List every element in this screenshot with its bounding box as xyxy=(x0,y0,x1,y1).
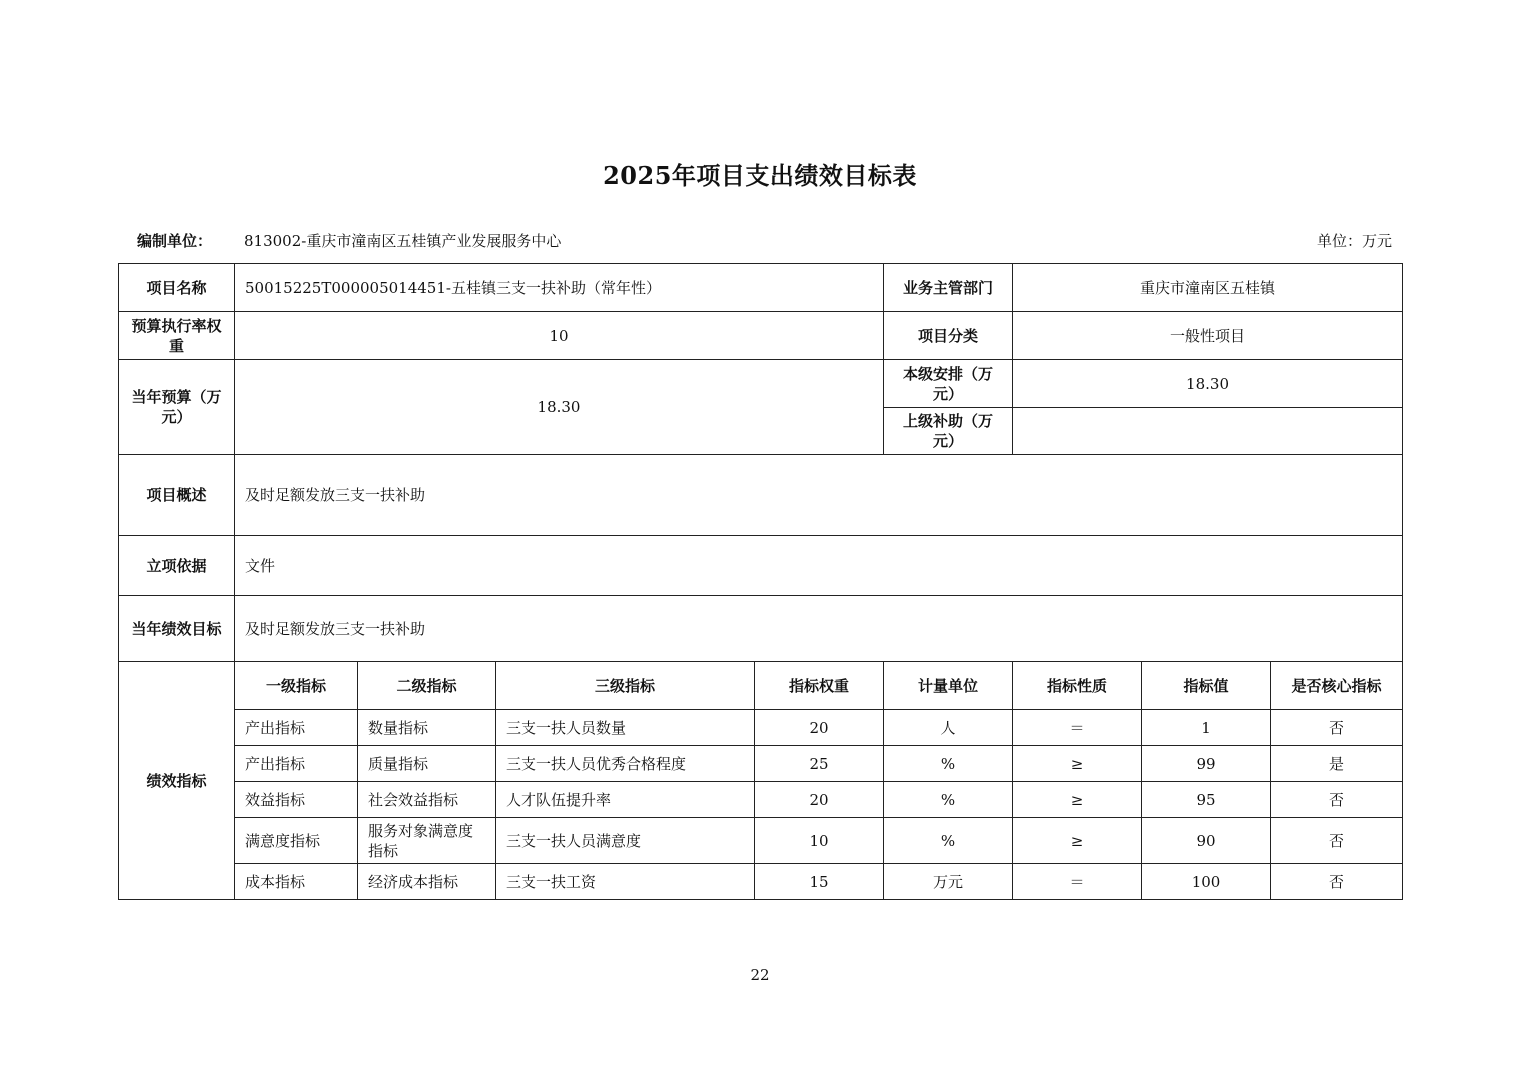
upper-label: 上级补助（万元） xyxy=(884,408,1013,455)
cell-unit: % xyxy=(884,746,1013,782)
cell-value: 100 xyxy=(1142,864,1271,900)
cell-weight: 10 xyxy=(755,818,884,864)
budget-value: 18.30 xyxy=(235,360,884,455)
cell-level2: 质量指标 xyxy=(358,746,496,782)
row-budget xyxy=(119,360,1403,408)
local-value: 18.30 xyxy=(1013,360,1403,408)
header-cell: 指标权重 xyxy=(755,662,884,710)
project-name-label: 项目名称 xyxy=(119,264,235,312)
cell-level2: 服务对象满意度指标 xyxy=(358,818,496,864)
performance-table xyxy=(118,263,1403,900)
cell-nature: ＝ xyxy=(1013,864,1142,900)
header-cell: 三级指标 xyxy=(496,662,755,710)
cell-unit: % xyxy=(884,818,1013,864)
header-cell: 计量单位 xyxy=(884,662,1013,710)
unit-label: 编制单位： xyxy=(137,232,213,250)
cell-level2: 经济成本指标 xyxy=(358,864,496,900)
cell-level1: 满意度指标 xyxy=(235,818,358,864)
unit-value: 813002-重庆市潼南区五桂镇产业发展服务中心 xyxy=(244,232,562,250)
cell-level3: 三支一扶人员优秀合格程度 xyxy=(496,746,755,782)
cell-nature: ≥ xyxy=(1013,818,1142,864)
cell-weight: 25 xyxy=(755,746,884,782)
cell-level2: 社会效益指标 xyxy=(358,782,496,818)
goal-label: 当年绩效目标 xyxy=(119,596,235,662)
overview-value: 及时足额发放三支一扶补助 xyxy=(235,455,1403,536)
row-goal xyxy=(119,596,1403,662)
cell-nature: ≥ xyxy=(1013,746,1142,782)
project-name-value: 50015225T000005014451-五桂镇三支一扶补助（常年性） xyxy=(235,264,884,312)
header-cell: 二级指标 xyxy=(358,662,496,710)
row-weight xyxy=(119,312,1403,360)
table-row xyxy=(119,710,1403,746)
cell-level1: 产出指标 xyxy=(235,710,358,746)
cell-core: 是 xyxy=(1271,746,1403,782)
cell-nature: ＝ xyxy=(1013,710,1142,746)
cell-unit: 万元 xyxy=(884,864,1013,900)
cell-weight: 20 xyxy=(755,710,884,746)
cell-weight: 15 xyxy=(755,864,884,900)
goal-value: 及时足额发放三支一扶补助 xyxy=(235,596,1403,662)
weight-label: 预算执行率权重 xyxy=(119,312,235,360)
basis-label: 立项依据 xyxy=(119,536,235,596)
header-cell: 指标值 xyxy=(1142,662,1271,710)
cell-unit: 人 xyxy=(884,710,1013,746)
cell-level3: 三支一扶人员数量 xyxy=(496,710,755,746)
cell-value: 1 xyxy=(1142,710,1271,746)
table-row xyxy=(119,782,1403,818)
table-row xyxy=(119,746,1403,782)
page-number: 22 xyxy=(750,966,770,984)
indicators-section-label: 绩效指标 xyxy=(119,662,235,900)
cell-value: 90 xyxy=(1142,818,1271,864)
table-row xyxy=(119,818,1403,864)
cell-level3: 三支一扶工资 xyxy=(496,864,755,900)
overview-label: 项目概述 xyxy=(119,455,235,536)
row-overview xyxy=(119,455,1403,536)
cell-weight: 20 xyxy=(755,782,884,818)
header-cell: 指标性质 xyxy=(1013,662,1142,710)
row-project-name xyxy=(119,264,1403,312)
cell-level3: 三支一扶人员满意度 xyxy=(496,818,755,864)
table-row xyxy=(119,864,1403,900)
upper-value xyxy=(1013,408,1403,455)
cell-nature: ≥ xyxy=(1013,782,1142,818)
dept-label: 业务主管部门 xyxy=(884,264,1013,312)
dept-value: 重庆市潼南区五桂镇 xyxy=(1013,264,1403,312)
cell-core: 否 xyxy=(1271,864,1403,900)
cell-level1: 效益指标 xyxy=(235,782,358,818)
cell-value: 99 xyxy=(1142,746,1271,782)
weight-value: 10 xyxy=(235,312,884,360)
budget-label: 当年预算（万元） xyxy=(119,360,235,455)
header-cell: 一级指标 xyxy=(235,662,358,710)
basis-value: 文件 xyxy=(235,536,1403,596)
row-basis xyxy=(119,536,1403,596)
cell-unit: % xyxy=(884,782,1013,818)
category-label: 项目分类 xyxy=(884,312,1013,360)
cell-level1: 产出指标 xyxy=(235,746,358,782)
local-label: 本级安排（万元） xyxy=(884,360,1013,408)
header-cell: 是否核心指标 xyxy=(1271,662,1403,710)
currency-unit: 单位：万元 xyxy=(1316,232,1392,250)
cell-core: 否 xyxy=(1271,710,1403,746)
page-title: 2025年项目支出绩效目标表 xyxy=(603,161,917,190)
cell-value: 95 xyxy=(1142,782,1271,818)
cell-core: 否 xyxy=(1271,782,1403,818)
category-value: 一般性项目 xyxy=(1013,312,1403,360)
indicator-header-row xyxy=(119,662,1403,710)
cell-core: 否 xyxy=(1271,818,1403,864)
cell-level1: 成本指标 xyxy=(235,864,358,900)
cell-level3: 人才队伍提升率 xyxy=(496,782,755,818)
cell-level2: 数量指标 xyxy=(358,710,496,746)
